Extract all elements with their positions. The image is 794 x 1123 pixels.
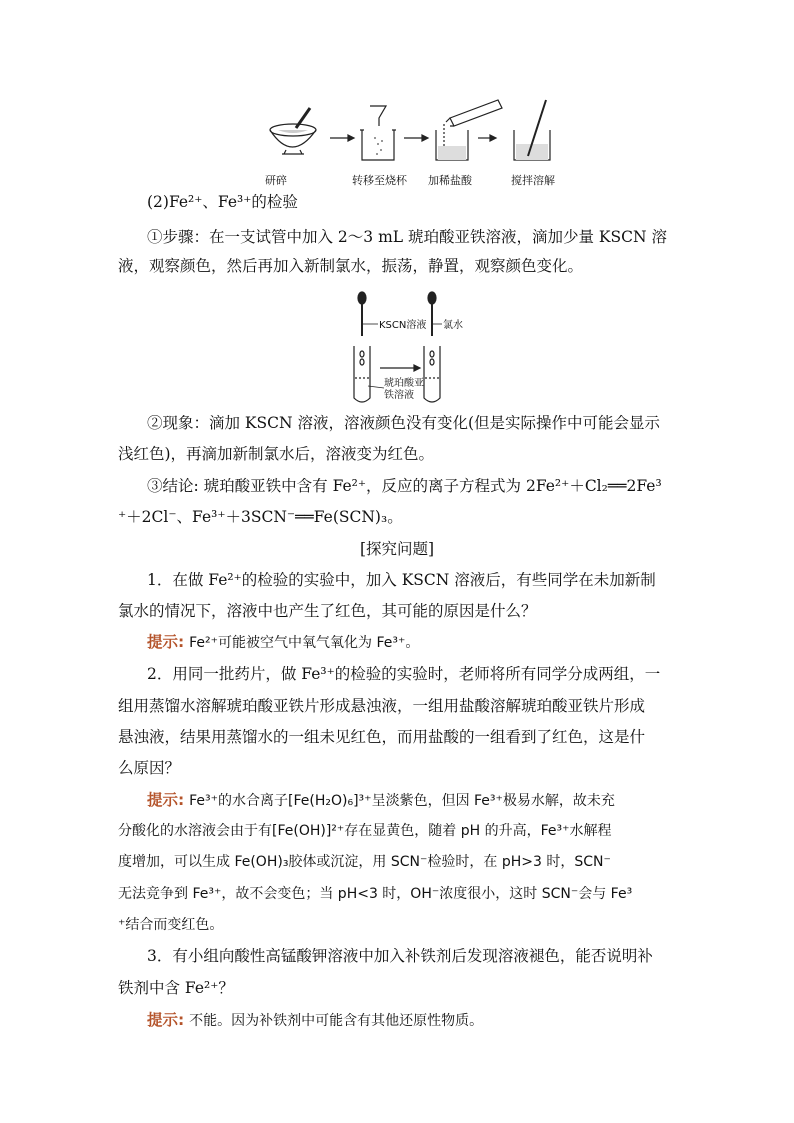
caption-transfer: 转移至烧杯 [352, 174, 407, 187]
label-kscn: KSCN溶液 [379, 320, 427, 331]
q2-line-4: 么原因？ [118, 759, 181, 777]
q2-hint-line-5: ⁺结合而变红色。 [118, 917, 224, 933]
explore-heading: [探究问题] [359, 540, 435, 558]
q2-hint-line-4: 无法竞争到 Fe³⁺，故不会变色；当 pH<3 时，OH⁻浓度很小，这时 SCN⁻会与 Fe³ [118, 886, 633, 902]
arrow-icon [478, 135, 496, 141]
dropper-icon [358, 292, 366, 336]
dropper-icon [428, 292, 436, 336]
q2-line-3: 悬浊液，结果用蒸馏水的一组未见红色，而用盐酸的一组看到了红色，这是什 [118, 728, 646, 746]
hint-label: 提示: [147, 1011, 185, 1029]
q3-hint [147, 1010, 483, 1031]
mortar-pestle-icon [270, 108, 316, 154]
hint-text: 不能。因为补铁剂中可能含有其他还原性物质。 [189, 1013, 484, 1029]
arrow-icon [330, 135, 354, 141]
arrow-icon [404, 135, 428, 141]
label-solution-2: 铁溶液 [384, 390, 414, 401]
q3-line-2: 铁剂中含 Fe²⁺？ [118, 979, 234, 997]
hint-label: 提示: [147, 633, 185, 651]
q3-line-1: 3．有小组向酸性高锰酸钾溶液中加入补铁剂后发现溶液褪色，能否说明补 [147, 947, 653, 965]
q2-line-1: 2．用同一批药片，做 Fe³⁺的检验的实验时，老师将所有同学分成两组，一 [147, 665, 661, 683]
hint-text: Fe³⁺的水合离子[Fe(H₂O)₆]³⁺呈淡紫色，但因 Fe³⁺极易水解，故未充 [189, 793, 615, 809]
step-line-1: ①步骤：在一支试管中加入 2～3 mL 琥珀酸亚铁溶液，滴加少量 KSCN 溶 [147, 228, 667, 246]
arrow-icon [380, 365, 420, 371]
q2-hint-line-1 [147, 790, 615, 811]
conclusion-line-1: ③结论: 琥珀酸亚铁中含有 Fe²⁺，反应的离子方程式为 2Fe²⁺＋Cl₂══2Fe³ [147, 477, 662, 495]
q1-hint [147, 632, 419, 653]
test-tube-diagram [328, 288, 478, 408]
test-tube-icon [424, 346, 440, 402]
step-line-2: 液，观察颜色，然后再加入新制氯水，振荡，静置，观察颜色变化。 [118, 257, 584, 275]
beaker-acid-icon [436, 100, 502, 160]
phenomenon-line-1: ②现象：滴加 KSCN 溶液，溶液颜色没有变化(但是实际操作中可能会显示 [147, 414, 661, 432]
section-heading: (2)Fe²⁺、Fe³⁺的检验 [147, 193, 298, 211]
hint-label: 提示: [147, 791, 185, 809]
phenomenon-line-2: 浅红色)，再滴加新制氯水后，溶液变为红色。 [118, 445, 435, 463]
caption-stir: 搅拌溶解 [511, 174, 555, 187]
beaker-stirring-icon [514, 100, 550, 160]
q2-hint-line-2: 分酸化的水溶液会由于有[Fe(OH)]²⁺存在显黄色，随着 pH 的升高，Fe³⁺水解程 [118, 823, 612, 839]
q1-line-2: 氯水的情况下，溶液中也产生了红色，其可能的原因是什么？ [118, 602, 537, 620]
conclusion-line-2: ⁺＋2Cl⁻、Fe³⁺＋3SCN⁻══Fe(SCN)₃。 [118, 508, 403, 526]
caption-grind: 研碎 [265, 174, 287, 187]
hint-text: Fe²⁺可能被空气中氧气氧化为 Fe³⁺。 [189, 635, 420, 651]
label-chlorine: 氯水 [443, 320, 463, 331]
q2-line-2: 组用蒸馏水溶解琥珀酸亚铁片形成悬浊液，一组用盐酸溶解琥珀酸亚铁片形成 [118, 697, 646, 715]
q1-line-1: 1．在做 Fe²⁺的检验的实验中，加入 KSCN 溶液后，有些同学在未加新制 [147, 571, 656, 589]
caption-acid: 加稀盐酸 [428, 174, 472, 187]
beaker-funnel-icon [360, 106, 396, 160]
label-solution-1: 琥珀酸亚 [384, 378, 424, 389]
test-tube-icon [354, 346, 370, 402]
q2-hint-line-3: 度增加，可以生成 Fe(OH)₃胶体或沉淀，用 SCN⁻检验时，在 pH>3 时，SCN⁻ [118, 854, 611, 870]
